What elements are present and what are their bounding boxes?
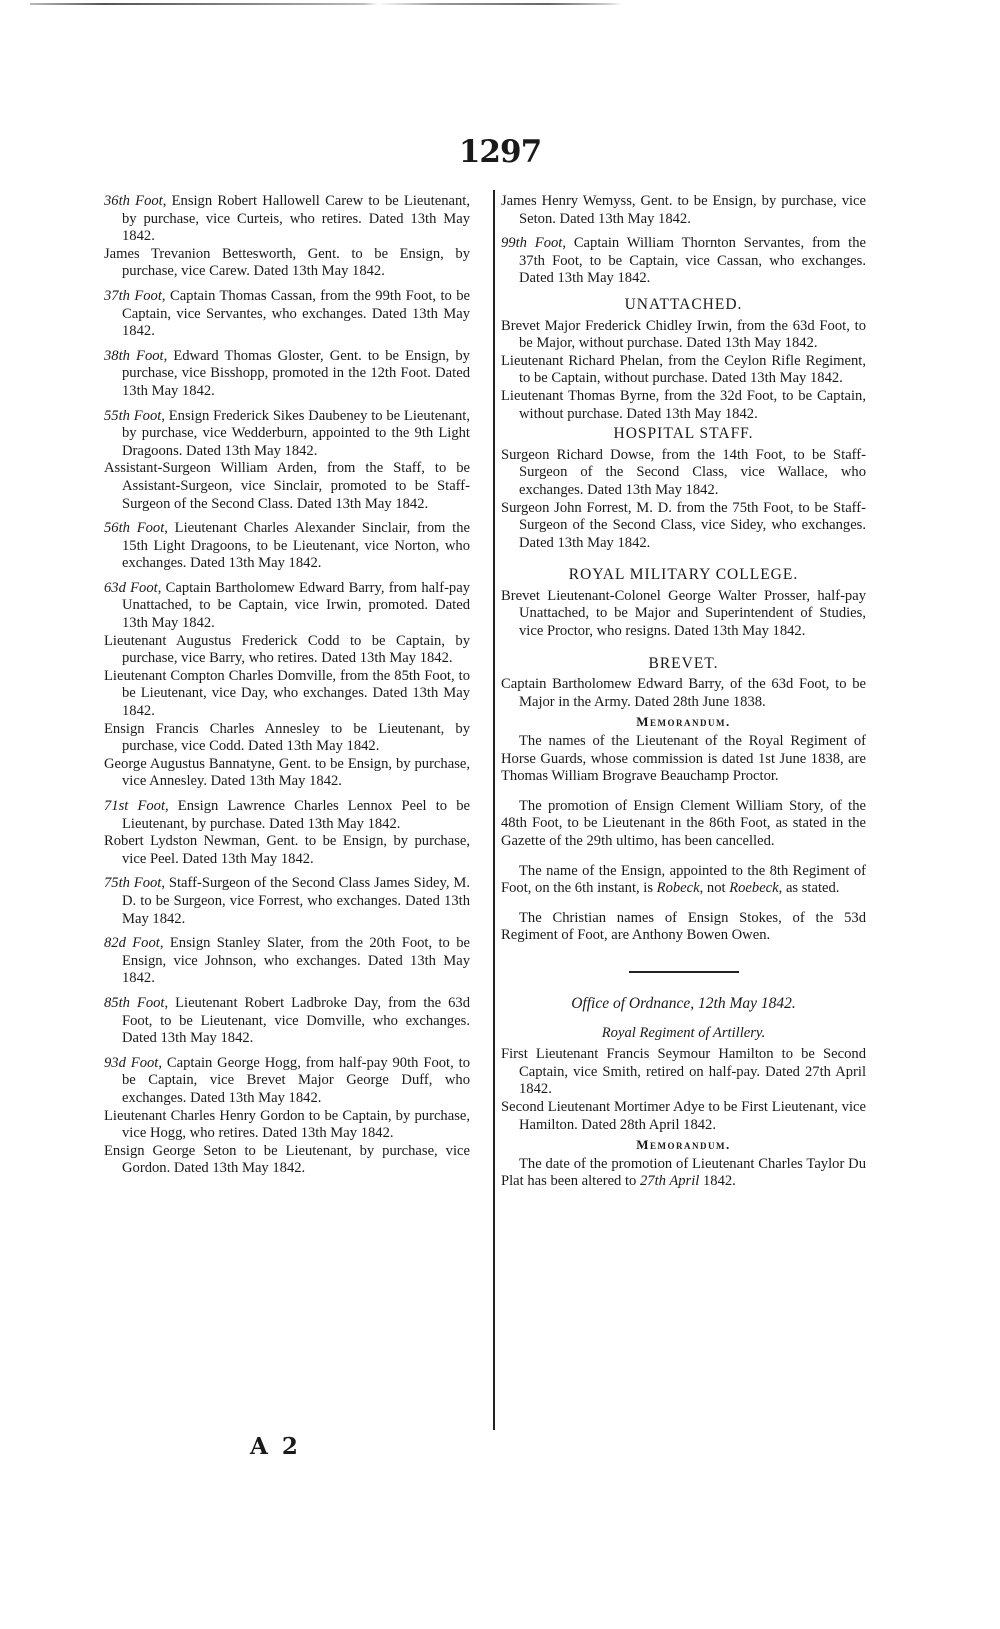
scan-top-rule bbox=[30, 3, 770, 5]
regiment-entry bbox=[104, 580, 470, 633]
regiment-name: 85th Foot bbox=[104, 994, 165, 1011]
section-rule bbox=[629, 971, 739, 973]
regiment-name: 55th Foot bbox=[104, 407, 162, 424]
regiment-name: 75th Foot bbox=[104, 875, 162, 892]
regiment-entry bbox=[104, 798, 470, 833]
entry bbox=[104, 668, 470, 721]
regiment-name: 71st Foot bbox=[104, 798, 166, 814]
entry-text: , Captain George Hogg, from half-pay 90th Foot, to be Captain, vice Brevet Major George Duff, who exchanges. Dated 13th May 1842. bbox=[122, 1054, 471, 1106]
regiment-entry bbox=[104, 520, 470, 573]
entry-text: Lieutenant Compton Charles Domville, from the 85th Foot, to be Lieutenant, vice Day, who exchanges. Dated 13th May 1842. bbox=[104, 667, 470, 720]
entry: Surgeon John Forrest, M. D. from the 75th Foot, to be Staff-Surgeon of the Second Class, vice Sidey, who exchanges. Dated 13th May 1842. bbox=[501, 499, 866, 551]
regiment-entry bbox=[104, 288, 470, 341]
regiment-name: 93d Foot bbox=[104, 1054, 159, 1071]
entry-text: , Lieutenant Robert Ladbroke Day, from the 63d Foot, to be Lieutenant, vice Domville, who exchanges. Dated 13th May 1842. bbox=[122, 994, 470, 1047]
regiment-entry bbox=[104, 935, 470, 988]
regiment-entry bbox=[104, 408, 470, 461]
entry-text: , Staff-Surgeon of the Second Class James Sidey, M. D. to be Surgeon, vice Forrest, who exchanges. Dated 13th May 1842. bbox=[122, 875, 470, 927]
office-of-ordnance-heading: Office of Ordnance, 12th May 1842. bbox=[571, 994, 796, 1012]
entry-text: , Ensign Frederick Sikes Daubeney to be Lieutenant, by purchase, vice Wedderburn, appointed to the 9th Light Dragoons. Dated 13th May 1842. bbox=[122, 407, 470, 459]
entry-text: , Captain Thomas Cassan, from the 99th Foot, to be Captain, vice Servantes, who exchanges. Dated 13th May 1842. bbox=[122, 287, 470, 340]
memorandum-paragraph bbox=[501, 863, 866, 898]
text: 1842. bbox=[699, 1173, 736, 1190]
entry bbox=[104, 460, 470, 513]
entry-text: , Ensign Robert Hallowell Carew to be Lieutenant, by purchase, vice Curteis, who retires. Dated 13th May 1842. bbox=[122, 193, 470, 245]
entry-text: James Henry Wemyss, Gent. to be Ensign, by purchase, vice Seton. Dated 13th May 1842. bbox=[501, 193, 866, 227]
column-divider bbox=[493, 190, 495, 1430]
text: The date of the promotion of Lieutenant Charles Taylor Du Plat has been altered to bbox=[501, 1155, 866, 1190]
entry-text: , Edward Thomas Gloster, Gent. to be Ensign, by purchase, vice Bisshopp, promoted in the 12th Foot. Dated 13th May 1842. bbox=[122, 347, 470, 399]
entry-text: Lieutenant Charles Henry Gordon to be Captain, by purchase, vice Hogg, who retires. Dated 13th May 1842. bbox=[104, 1107, 470, 1142]
entry: Brevet Lieutenant-Colonel George Walter Prosser, half-pay Unattached, to be Major and Superintendent of Studies, vice Proctor, who resigns. Dated 13th May 1842. bbox=[501, 587, 866, 640]
regiment-name: 37th Foot bbox=[104, 287, 162, 304]
page-number: 1297 bbox=[458, 134, 542, 170]
date-italic: 27th April bbox=[640, 1173, 700, 1190]
regiment-entry bbox=[104, 995, 470, 1048]
entry: Lieutenant Thomas Byrne, from the 32d Foot, to be Captain, without purchase. Dated 13th May 1842. bbox=[501, 387, 866, 422]
memorandum-heading: Memorandum. bbox=[636, 714, 731, 730]
regiment-name: 82d Foot bbox=[104, 935, 160, 952]
entry: Second Lieutenant Mortimer Adye to be First Lieutenant, vice Hamilton. Dated 28th April 1842. bbox=[501, 1098, 866, 1133]
section-heading-brevet: BREVET. bbox=[648, 654, 719, 672]
regiment-entry bbox=[104, 1055, 470, 1108]
right-column bbox=[501, 193, 866, 1191]
entry: Surgeon Richard Dowse, from the 14th Foot, to be Staff-Surgeon of the Second Class, vice Wallace, who exchanges. Dated 13th May 1842. bbox=[501, 446, 866, 498]
entry-text: Ensign Francis Charles Annesley to be Lieutenant, by purchase, vice Codd. Dated 13th May 1842. bbox=[104, 720, 470, 755]
text: , not bbox=[699, 880, 730, 897]
entry-text: James Trevanion Bettesworth, Gent. to be Ensign, by purchase, vice Carew. Dated 13th May 1842. bbox=[104, 245, 470, 280]
entry-text: Assistant-Surgeon William Arden, from the Staff, to be Assistant-Surgeon, vice Sinclair, promoted to be Staff-Surgeon of the Second Class. Dated 13th May 1842. bbox=[104, 460, 470, 512]
regiment-entry bbox=[104, 193, 470, 246]
entry-text: , Lieutenant Charles Alexander Sinclair, from the 15th Light Dragoons, to be Lieutenant, vice Norton, who exchanges. Dated 13th May 1842. bbox=[122, 520, 470, 572]
memorandum-paragraph: The promotion of Ensign Clement William Story, of the 48th Foot, to be Lieutenant in the 86th Foot, as stated in the Gazette of the 29th ultimo, has been cancelled. bbox=[501, 797, 866, 849]
entry-text: , Captain Bartholomew Edward Barry, from half-pay Unattached, to be Captain, vice Irwin, promoted. Dated 13th May 1842. bbox=[122, 579, 471, 632]
entry bbox=[104, 756, 470, 791]
section-heading-royal-military-college: ROYAL MILITARY COLLEGE. bbox=[568, 566, 799, 584]
entry-text: George Augustus Bannatyne, Gent. to be Ensign, by purchase, vice Annesley. Dated 13th May 1842. bbox=[104, 755, 470, 790]
entry-text: , Captain William Thornton Servantes, from the 37th Foot, to be Captain, vice Cassan, who exchanges. Dated 13th May 1842. bbox=[519, 235, 866, 287]
regiment-name: 38th Foot bbox=[104, 347, 164, 364]
entry-text: , Ensign Stanley Slater, from the 20th Foot, to be Ensign, vice Johnson, who exchanges. Dated 13th May 1842. bbox=[122, 935, 470, 987]
entry-text: Lieutenant Augustus Frederick Codd to be Captain, by purchase, vice Barry, who retires. Dated 13th May 1842. bbox=[104, 632, 470, 667]
wrong-name: Roebeck bbox=[729, 880, 779, 897]
entry: First Lieutenant Francis Seymour Hamilton to be Second Captain, vice Smith, retired on half-pay. Dated 27th April 1842. bbox=[501, 1046, 866, 1098]
entry bbox=[104, 246, 470, 281]
entry bbox=[104, 633, 470, 668]
regiment-name: 99th Foot bbox=[501, 235, 563, 252]
text: , as stated. bbox=[778, 880, 840, 897]
correct-name: Robeck bbox=[656, 880, 700, 897]
entry-text: Ensign George Seton to be Lieutenant, by purchase, vice Gordon. Dated 13th May 1842. bbox=[104, 1142, 470, 1177]
regiment-name: 56th Foot bbox=[104, 520, 165, 537]
entry bbox=[104, 721, 470, 756]
section-heading-unattached: UNATTACHED. bbox=[624, 295, 743, 313]
regiment-entry bbox=[104, 875, 470, 928]
regiment-entry bbox=[104, 348, 470, 401]
entry-text: , Ensign Lawrence Charles Lennox Peel to be Lieutenant, by purchase. Dated 13th May 1842. bbox=[122, 798, 470, 832]
hospital-staff-entries bbox=[501, 447, 866, 553]
signature-mark: A 2 bbox=[250, 1433, 301, 1460]
entry bbox=[104, 1108, 470, 1143]
entry bbox=[501, 193, 866, 228]
unattached-entries bbox=[501, 318, 866, 424]
memorandum-heading: Memorandum. bbox=[636, 1137, 731, 1153]
left-column bbox=[104, 193, 470, 1178]
entry-text: Robert Lydston Newman, Gent. to be Ensign, by purchase, vice Peel. Dated 13th May 1842. bbox=[104, 833, 470, 867]
entry bbox=[104, 1143, 470, 1178]
regiment-name: 36th Foot bbox=[104, 193, 163, 209]
regiment-entry bbox=[501, 235, 866, 288]
entry: Lieutenant Richard Phelan, from the Ceylon Rifle Regiment, to be Captain, without purchase. Dated 13th May 1842. bbox=[501, 352, 866, 387]
section-heading-hospital-staff: HOSPITAL STAFF. bbox=[613, 425, 754, 443]
entry: Captain Bartholomew Edward Barry, of the 63d Foot, to be Major in the Army. Dated 28th June 1838. bbox=[501, 676, 866, 710]
memorandum-paragraph bbox=[501, 1156, 866, 1191]
entry: Brevet Major Frederick Chidley Irwin, from the 63d Foot, to be Major, without purchase. Dated 13th May 1842. bbox=[501, 317, 866, 352]
memorandum-paragraph: The Christian names of Ensign Stokes, of the 53d Regiment of Foot, are Anthony Bowen Owen. bbox=[501, 909, 866, 944]
royal-artillery-subheading: Royal Regiment of Artillery. bbox=[601, 1024, 766, 1041]
entry bbox=[104, 833, 470, 868]
memorandum-paragraph: The names of the Lieutenant of the Royal Regiment of Horse Guards, whose commission is dated 1st June 1838, are Thomas William Brograve Beauchamp Proctor. bbox=[501, 733, 866, 785]
text: The name of the Ensign, appointed to the 8th Regiment of Foot, on the 6th instant, is bbox=[501, 862, 866, 897]
regiment-name: 63d Foot bbox=[104, 579, 158, 596]
